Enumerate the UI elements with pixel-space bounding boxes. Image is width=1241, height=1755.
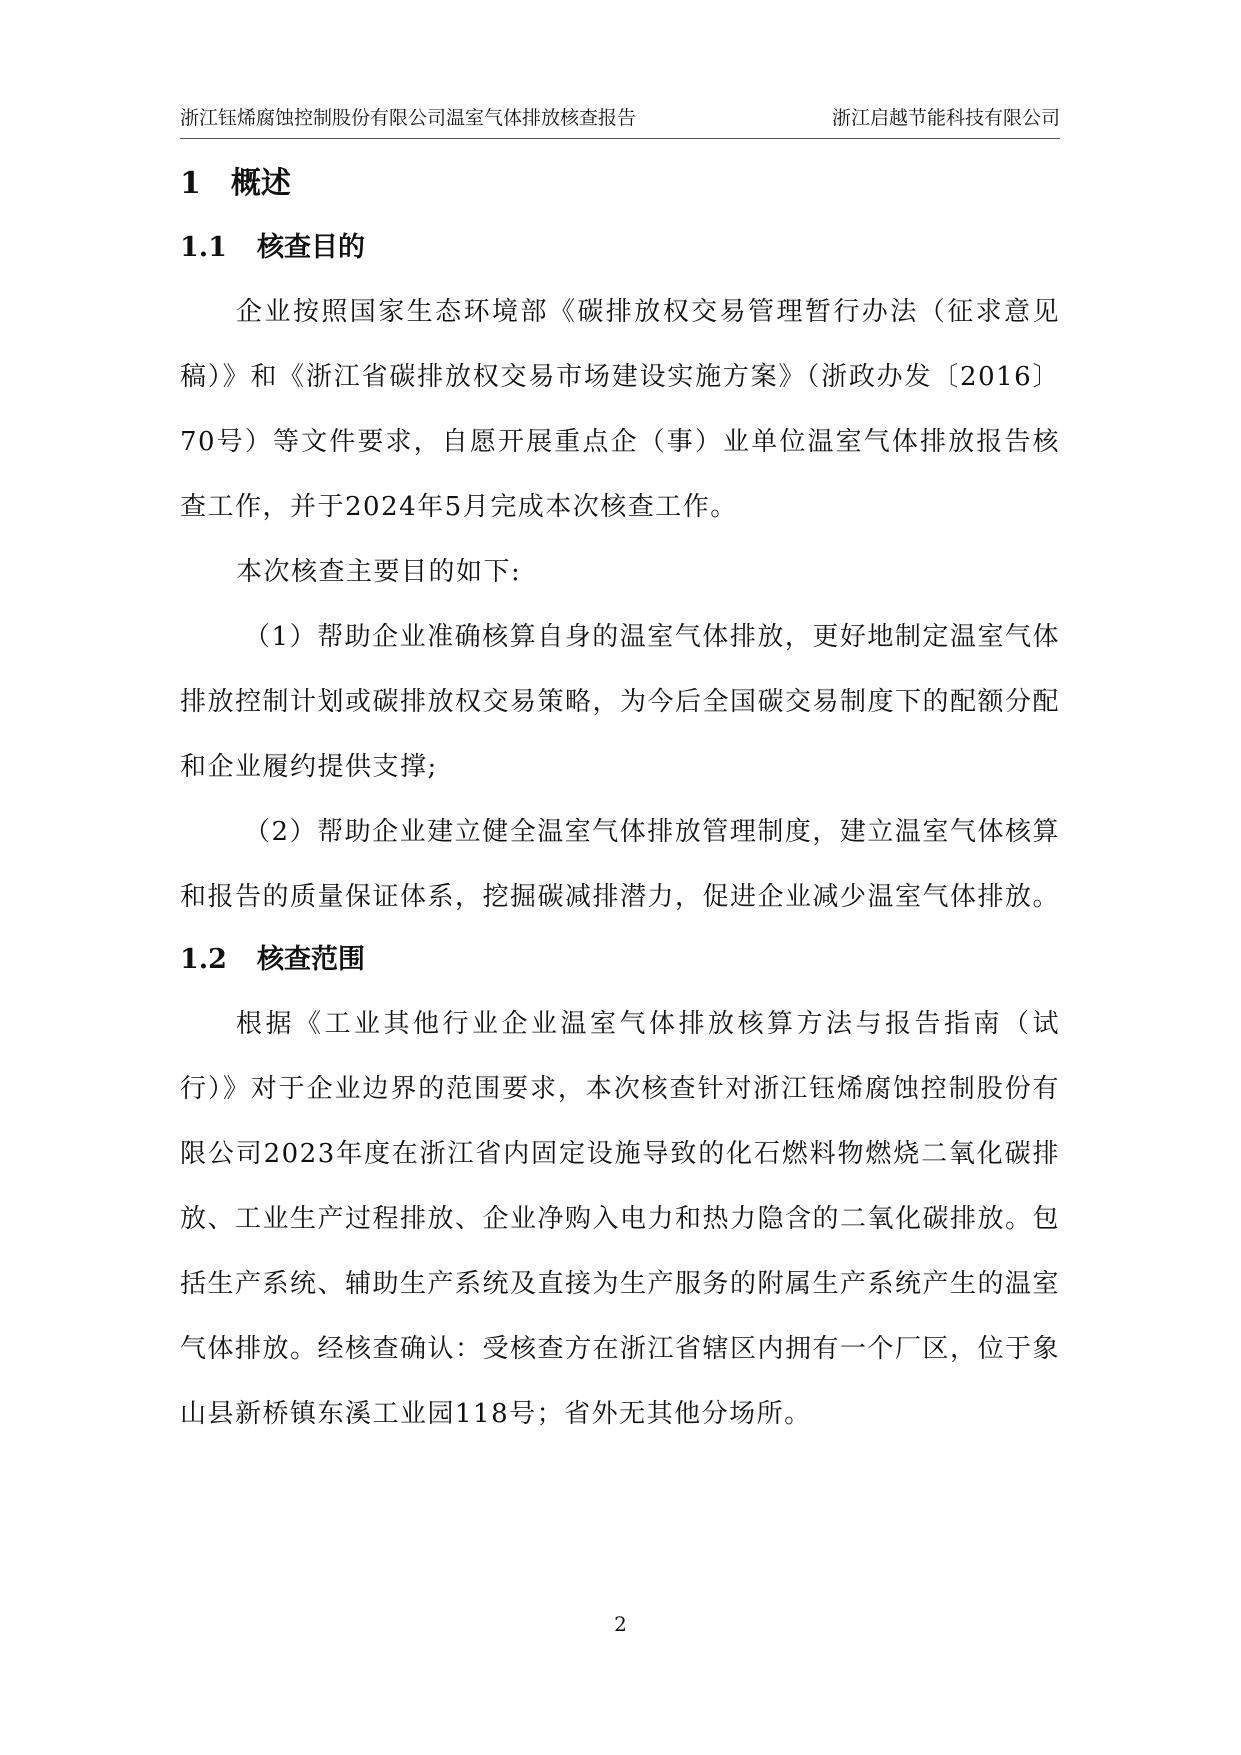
- paragraph-scope: 根据《工业其他行业企业温室气体排放核算方法与报告指南（试行）》对于企业边界的范围要求，本次核查针对浙江钰烯腐蚀控制股份有限公司2023年度在浙江省内固定设施导致的化石燃料物燃烧二氧化碳排放、工业生产过程排放、企业净购入电力和热力隐含的二氧化碳排放。包括生产系统、辅助生产系统及直接为生产服务的附属生产系统产生的温室气体排放。经核查确认：受核查方在浙江省辖区内拥有一个厂区，位于象山县新桥镇东溪工业园118号；省外无其他分场所。: [180, 1009, 1061, 1429]
- page-header: [180, 100, 1060, 139]
- paragraph-purpose-item-1: （1）帮助企业准确核算自身的温室气体排放，更好地制定温室气体排放控制计划或碳排放权交易策略，为今后全国碳交易制度下的配额分配和企业履约提供支撑;: [180, 622, 1061, 782]
- page-number: 2: [614, 1612, 627, 1636]
- section-number: 1.2: [180, 944, 227, 975]
- section-number: 1.1: [180, 232, 227, 263]
- document-body: [180, 160, 1060, 1447]
- page-footer: [0, 1612, 1241, 1636]
- section-heading-1-1: [180, 226, 1060, 270]
- section-title: 概述: [230, 166, 291, 201]
- header-company-name: 浙江启越节能科技有限公司: [831, 106, 1060, 129]
- section-heading-1-2: [180, 938, 1060, 982]
- section-title: 核查范围: [256, 944, 365, 975]
- section-number: 1: [180, 166, 201, 201]
- header-report-title: 浙江钰烯腐蚀控制股份有限公司温室气体排放核查报告: [180, 106, 637, 129]
- section-title: 核查目的: [256, 232, 365, 263]
- section-heading-1: [180, 160, 1060, 208]
- paragraph-purpose-intro: 企业按照国家生态环境部《碳排放权交易管理暂行办法（征求意见稿）》和《浙江省碳排放权交易市场建设实施方案》（浙政办发〔2016〕70号）等文件要求，自愿开展重点企（事）业单位温室气体排放报告核查工作，并于2024年5月完成本次核查工作。: [180, 297, 1060, 522]
- paragraph-purpose-item-2: （2）帮助企业建立健全温室气体排放管理制度，建立温室气体核算和报告的质量保证体系，挖掘碳减排潜力，促进企业减少温室气体排放。: [180, 817, 1061, 912]
- paragraph-purpose-lead: 本次核查主要目的如下:: [236, 557, 522, 587]
